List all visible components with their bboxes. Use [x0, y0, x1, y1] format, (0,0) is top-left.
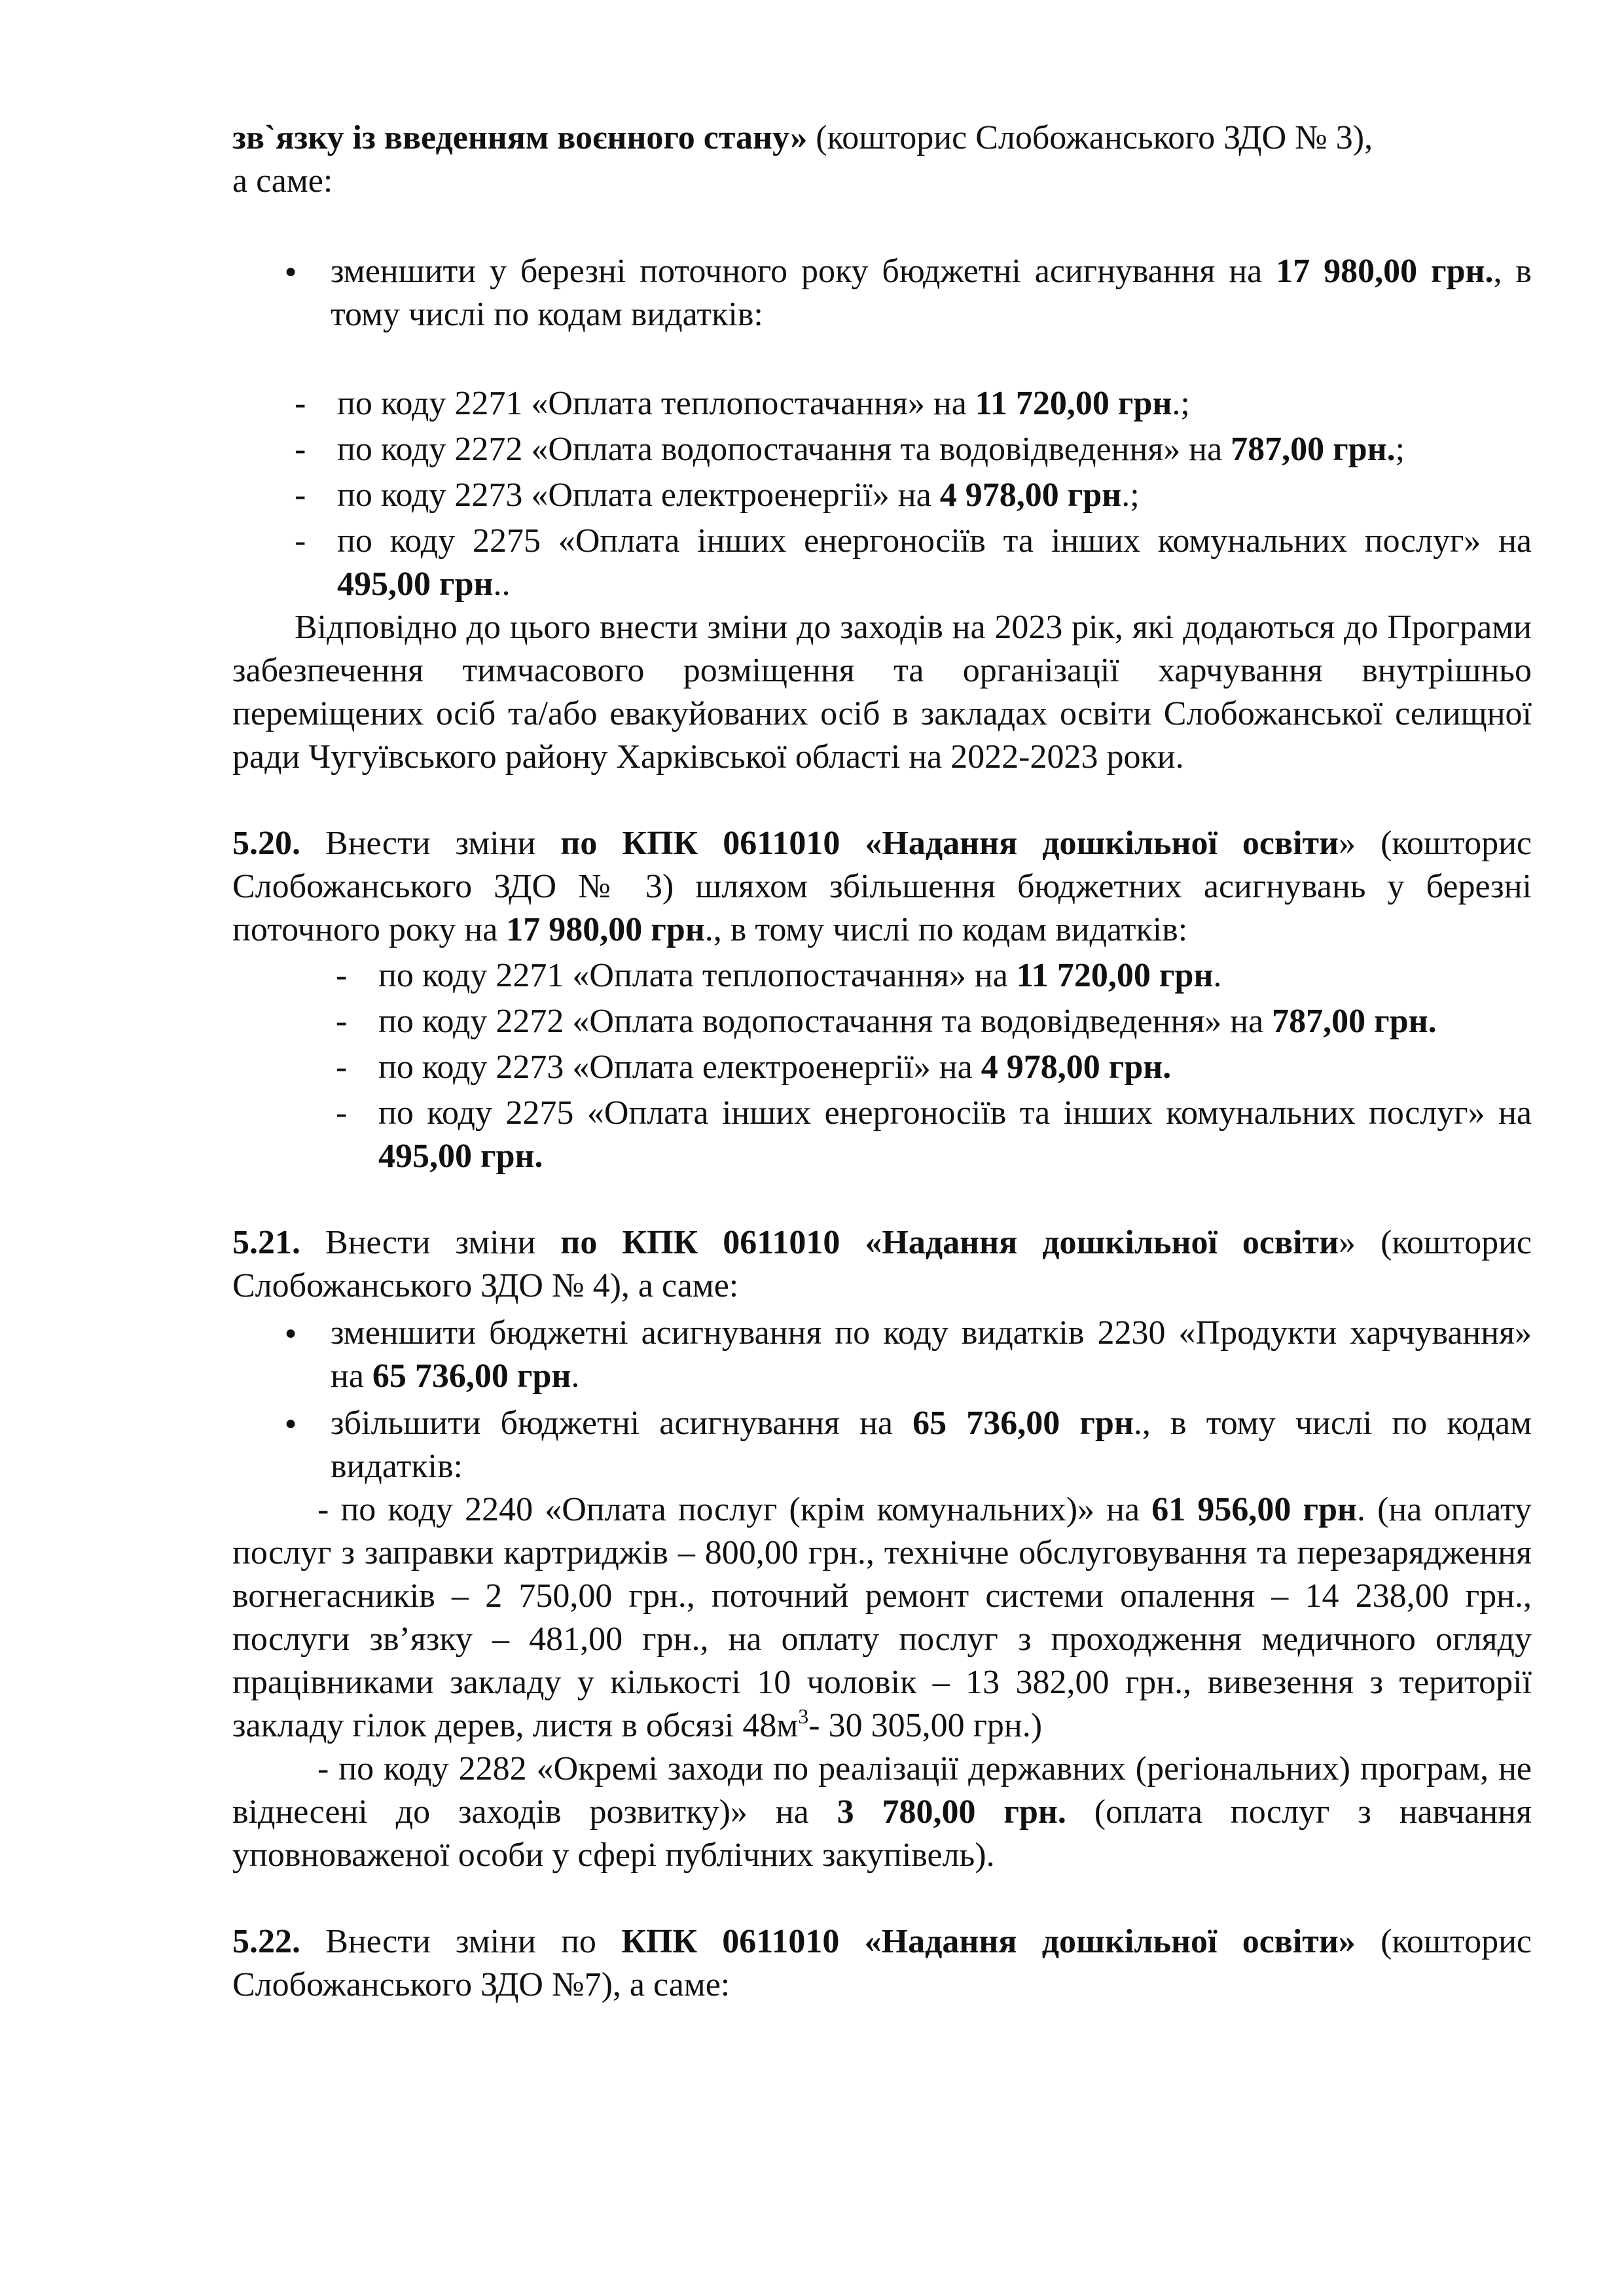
bullet-increase: ● збільшити бюджетні асигнування на 65 736,00 грн., в тому числі по кодам видатків:: [232, 1402, 1532, 1488]
intro-line: зв`язку із введенням воєнного стану» (кошторис Слобожанського ЗДО № 3),: [232, 119, 1373, 156]
code-2240-paragraph: - по коду 2240 «Оплата послуг (крім комунальних)» на 61 956,00 грн. (на оплату послуг з заправки картриджів – 800,00 грн., технічне обслуговування та перезарядження вогнегасників – 2 750,00 грн., поточний ремонт системи опалення – 14 238,00 грн., послуги зв’язку – 481,00 грн., на оплату послуг з проходження медичного огляду працівниками закладу у кількості 10 чоловік – 13 382,00 грн., вивезення з території закладу гілок дерев, листя в обсязі $48м^3-$ 30 305,00 грн.): [232, 1491, 1532, 1744]
bullet-decrease-march: ● зменшити у березні поточного року бюджетні асигнування на 17 980,00 грн., в тому числі по кодам видатків:: [232, 250, 1532, 336]
list-item: - по коду 2271 «Оплата теплопостачання» на 11 720,00 грн.: [336, 957, 1222, 994]
list-item: - по коду 2271 «Оплата теплопостачання» на 11 720,00 грн.;: [295, 385, 1190, 422]
list-item: - по коду 2273 «Оплата електроенергії» на 4 978,00 грн.;: [295, 476, 1140, 514]
bullet-decrease-food: ● зменшити бюджетні асигнування по коду видатків 2230 «Продукти харчування» на 65 736,00 грн.: [232, 1312, 1532, 1398]
list-item: - по коду 2273 «Оплата електроенергії» на 4 978,00 грн.: [336, 1049, 1172, 1086]
section-5-21: 5.21. Внести зміни по КПК 0611010 «Надання дошкільної освіти» (кошторис Слобожанського ЗДО № 4), а саме:: [232, 1224, 1532, 1304]
list-item: - по коду 2275 «Оплата інших енергоносіїв та інших комунальних послуг» на 495,00 грн..: [295, 522, 1532, 603]
list-item: - по коду 2272 «Оплата водопостачання та водовідведення» на 787,00 грн.: [336, 1003, 1437, 1040]
program-changes-paragraph: Відповідно до цього внести зміни до заходів на 2023 рік, які додаються до Програми забезпечення тимчасового розміщення та організації харчування внутрішньо переміщених осіб та/або евакуйованих осіб в закладах освіти Слобожанської селищної ради Чугуївського району Харківської області на 2022-2023 роки.: [232, 609, 1532, 776]
section-5-20: 5.20. Внести зміни по КПК 0611010 «Надання дошкільної освіти» (кошторис Слобожанського ЗДО № 3) шляхом збільшення бюджетних асигнувань у березні поточного року на 17 980,00 грн., в тому числі по кодам видатків:: [232, 825, 1532, 948]
list-item: - по коду 2272 «Оплата водопостачання та водовідведення» на 787,00 грн.;: [295, 431, 1405, 468]
document-page: [232, 117, 1532, 2007]
code-2282-paragraph: - по коду 2282 «Окремі заходи по реалізації державних (регіональних) програм, не віднесені до заходів розвитку)» на 3 780,00 грн. (оплата послуг з навчання уповноваженої особи у сфері публічних закупівель).: [232, 1750, 1532, 1874]
section-5-22: 5.22. Внести зміни по КПК 0611010 «Надання дошкільної освіти» (кошторис Слобожанського ЗДО №7), а саме:: [232, 1923, 1532, 2003]
intro-line-2: а саме:: [232, 162, 333, 200]
list-item: - по коду 2275 «Оплата інших енергоносіїв та інших комунальних послуг» на 495,00 грн.: [336, 1094, 1532, 1175]
